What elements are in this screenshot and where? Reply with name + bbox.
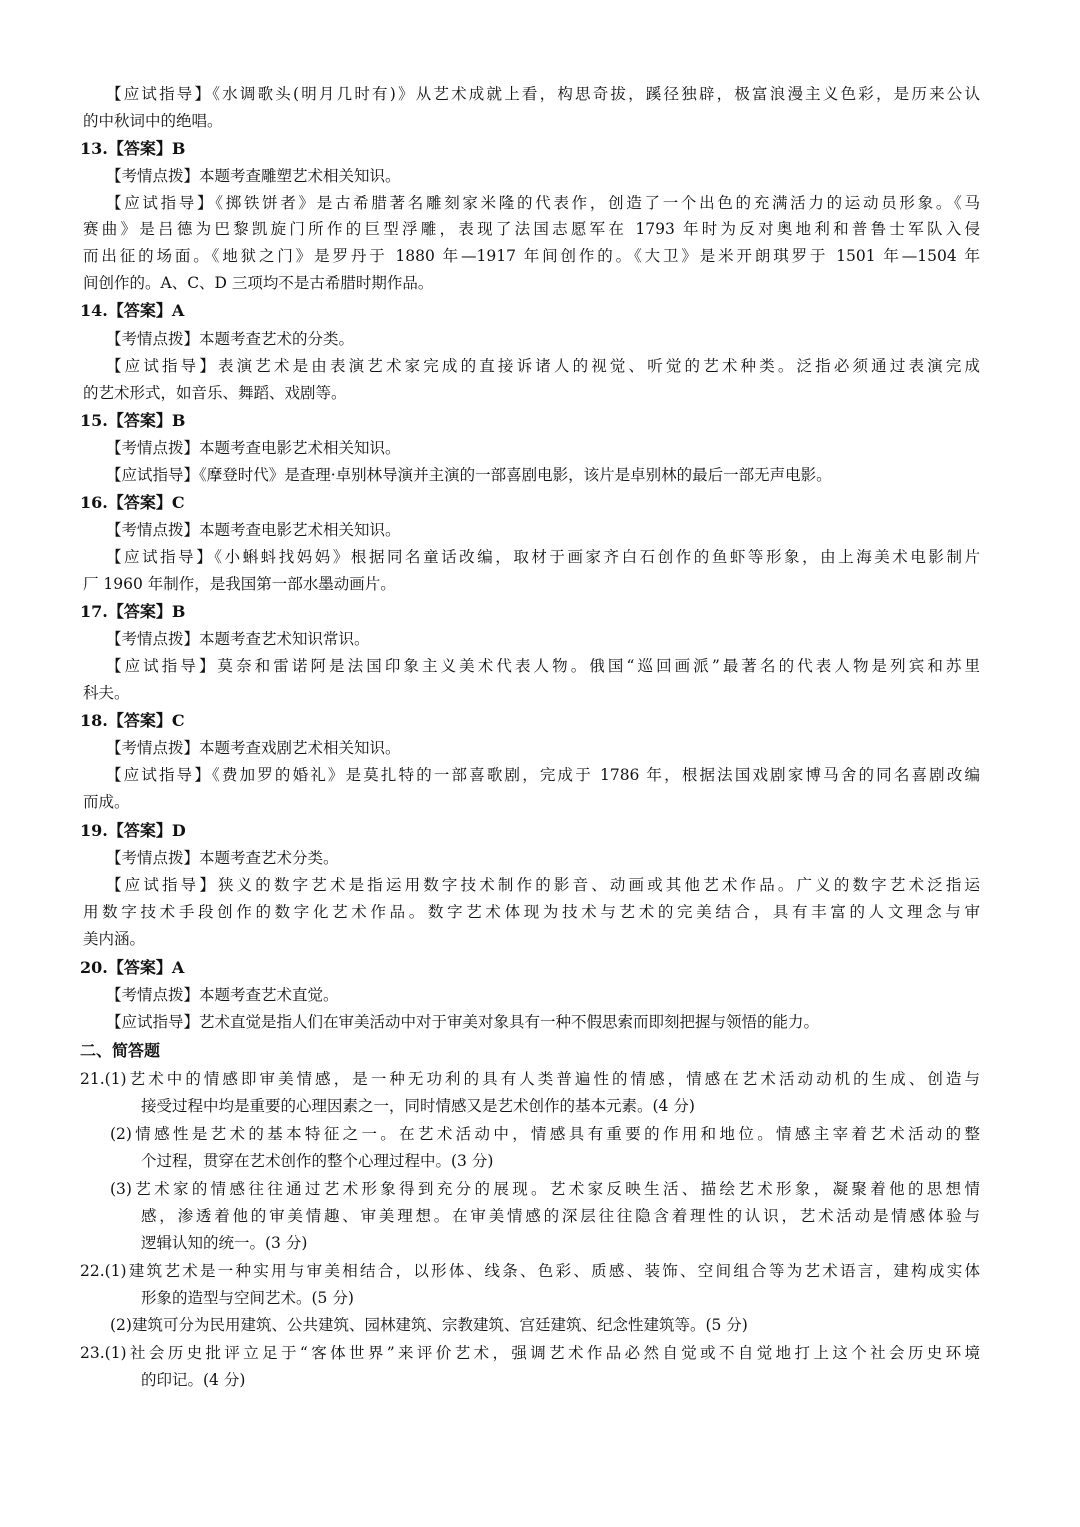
text-line: (2)情感性是艺术的基本特征之一。在艺术活动中，情感具有重要的作用和地位。情感主宰着艺术活动的整 xyxy=(110,1125,980,1143)
text-line: 【应试指导】《小蝌蚪找妈妈》根据同名童话改编，取材于画家齐白石创作的鱼虾等形象，由上海美术电影制片 xyxy=(106,548,980,566)
text-line: 【考情点拨】本题考查艺术知识常识。 xyxy=(106,630,370,648)
text-line: 逻辑认知的统一。(3 分) xyxy=(141,1234,308,1252)
text-line: 【考情点拨】本题考查电影艺术相关知识。 xyxy=(106,439,401,457)
text-line: (3)艺术家的情感往往通过艺术形象得到充分的展现。艺术家反映生活、描绘艺术形象，凝聚着他的思想情 xyxy=(110,1180,980,1198)
text-line: 【应试指导】《掷铁饼者》是古希腊著名雕刻家米隆的代表作，创造了一个出色的充满活力的运动员形象。《马 xyxy=(106,194,980,212)
text-line: 21.(1)艺术中的情感即审美情感，是一种无功利的具有人类普遍性的情感，情感在艺术活动动机的生成、创造与 xyxy=(80,1070,980,1088)
answer-heading: 13.【答案】B xyxy=(80,139,186,158)
answer-heading: 19.【答案】D xyxy=(80,821,186,840)
text-line: 科夫。 xyxy=(83,684,130,702)
text-line: 【应试指导】莫奈和雷诺阿是法国印象主义美术代表人物。俄国“巡回画派”最著名的代表人物是列宾和苏里 xyxy=(106,657,980,675)
text-line: 而成。 xyxy=(83,793,130,811)
text-line: 接受过程中均是重要的心理因素之一，同时情感又是艺术创作的基本元素。(4 分) xyxy=(141,1097,695,1115)
answer-heading: 14.【答案】A xyxy=(80,301,185,320)
text-line: 的艺术形式，如音乐、舞蹈、戏剧等。 xyxy=(83,384,347,402)
text-line: 的中秋词中的绝唱。 xyxy=(83,112,223,130)
answer-heading: 20.【答案】A xyxy=(80,958,185,977)
text-line: 间创作的。A、C、D 三项均不是古希腊时期作品。 xyxy=(83,274,434,292)
answer-heading: 17.【答案】B xyxy=(80,602,186,621)
text-line: 而出征的场面。《地狱之门》是罗丹于 1880 年—1917 年间创作的。《大卫》是米开朗琪罗于 1501 年—1504 年 xyxy=(83,247,980,265)
text-line: 用数字技术手段创作的数字化艺术作品。数字艺术体现为技术与艺术的完美结合，具有丰富的人文理念与审 xyxy=(83,903,980,921)
text-line: 23.(1)社会历史批评立足于“客体世界”来评价艺术，强调艺术作品必然自觉或不自觉地打上这个社会历史环境 xyxy=(80,1344,980,1362)
text-line: 形象的造型与空间艺术。(5 分) xyxy=(141,1289,354,1307)
text-line: 【应试指导】艺术直觉是指人们在审美活动中对于审美对象具有一种不假思索而即刻把握与领悟的能力。 xyxy=(106,1013,820,1031)
text-line: 个过程，贯穿在艺术创作的整个心理过程中。(3 分) xyxy=(141,1152,494,1170)
text-line: 【应试指导】表演艺术是由表演艺术家完成的直接诉诸人的视觉、听觉的艺术种类。泛指必须通过表演完成 xyxy=(106,357,980,375)
text-line: 赛曲》是吕德为巴黎凯旋门所作的巨型浮雕，表现了法国志愿军在 1793 年时为反对奥地利和普鲁士军队入侵 xyxy=(83,220,980,238)
answer-heading: 18.【答案】C xyxy=(80,711,185,730)
text-line: 厂 1960 年制作，是我国第一部水墨动画片。 xyxy=(83,575,396,593)
text-line: 美内涵。 xyxy=(83,930,146,948)
answer-heading: 16.【答案】C xyxy=(80,493,185,512)
text-line: 【考情点拨】本题考查戏剧艺术相关知识。 xyxy=(106,739,401,757)
section-heading: 二、简答题 xyxy=(80,1041,161,1060)
text-line: 22.(1)建筑艺术是一种实用与审美相结合，以形体、线条、色彩、质感、装饰、空间组合等为艺术语言，建构成实体 xyxy=(80,1262,980,1280)
text-line: 【应试指导】《摩登时代》是查理·卓别林导演并主演的一部喜剧电影，该片是卓别林的最后一部无声电影。 xyxy=(106,466,832,484)
text-line: 【考情点拨】本题考查艺术分类。 xyxy=(106,849,339,867)
answer-heading: 15.【答案】B xyxy=(80,411,186,430)
text-line: 【应试指导】《费加罗的婚礼》是莫扎特的一部喜歌剧，完成于 1786 年，根据法国戏剧家博马舍的同名喜剧改编 xyxy=(106,766,980,784)
text-line: 【应试指导】《水调歌头(明月几时有)》从艺术成就上看，构思奇拔，蹊径独辟，极富浪漫主义色彩，是历来公认 xyxy=(106,85,980,103)
text-line: 【考情点拨】本题考查电影艺术相关知识。 xyxy=(106,521,401,539)
text-line: 【考情点拨】本题考查艺术的分类。 xyxy=(106,330,355,348)
text-line: 的印记。(4 分) xyxy=(141,1371,246,1389)
text-line: 【考情点拨】本题考查艺术直觉。 xyxy=(106,986,339,1004)
text-line: 【应试指导】狭义的数字艺术是指运用数字技术制作的影音、动画或其他艺术作品。广义的数字艺术泛指运 xyxy=(106,876,980,894)
text-line: 【考情点拨】本题考查雕塑艺术相关知识。 xyxy=(106,167,401,185)
text-line: 感，渗透着他的审美情趣、审美理想。在审美情感的深层往往隐含着理性的认识，艺术活动是情感体验与 xyxy=(141,1207,980,1225)
text-line: (2)建筑可分为民用建筑、公共建筑、园林建筑、宗教建筑、宫廷建筑、纪念性建筑等。(5 分) xyxy=(110,1316,748,1334)
